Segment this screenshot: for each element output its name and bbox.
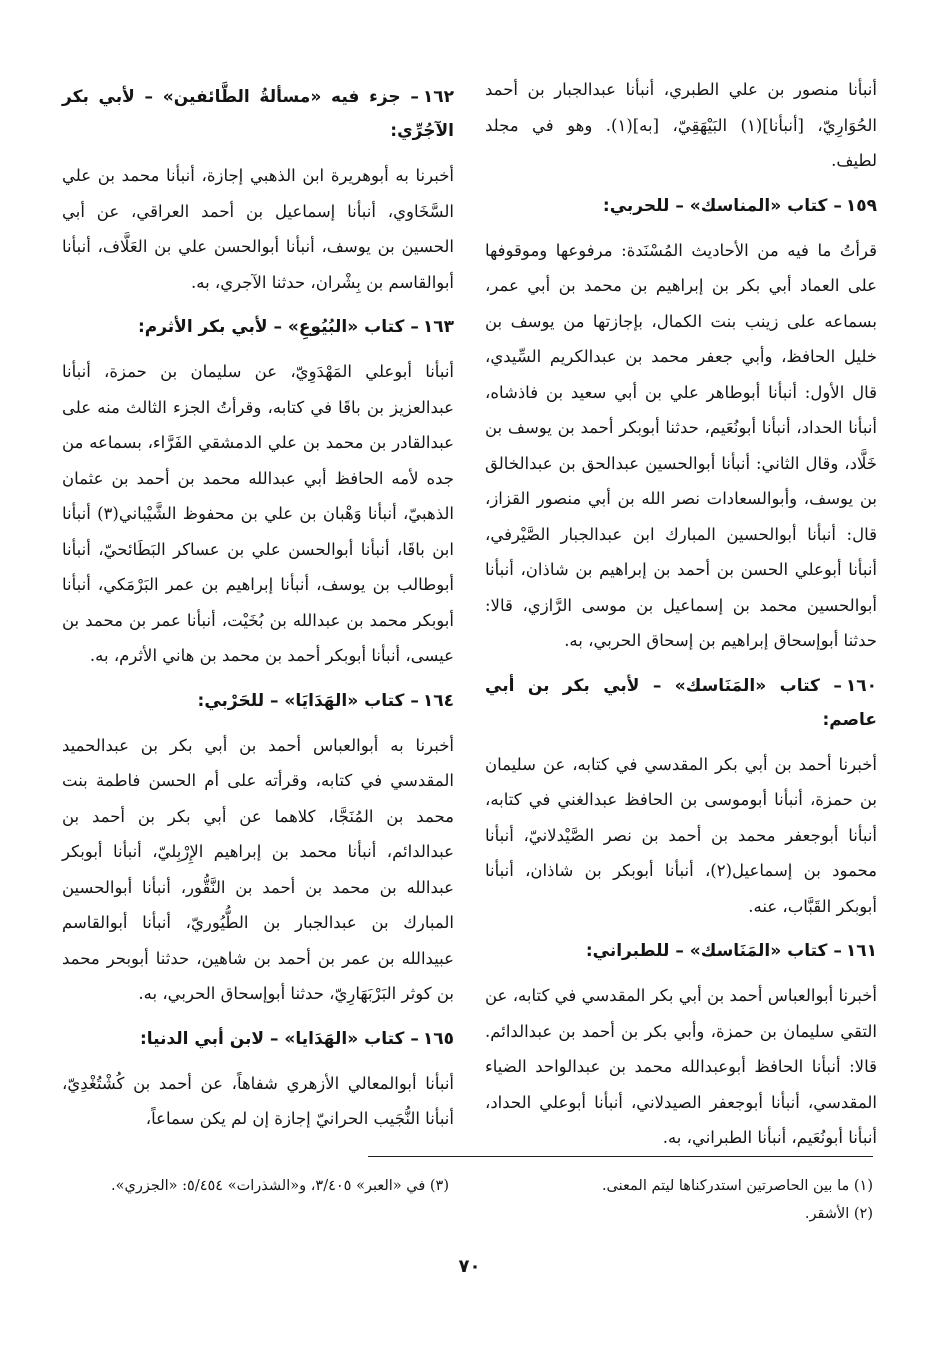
entry-title: كتاب «المناسك» – للحربي: [602, 195, 828, 216]
continuation-paragraph: أنبأنا منصور بن علي الطبري، أنبأنا عبدالجبار بن أحمد الحُوَارِيّ، [أنبأنا](١) البَيْهَقِيّ، [به](١). وهو في مجلد لطيف. [485, 80, 877, 170]
entry-title: كتاب «الهَدَايَا» – للحَرْبي: [197, 690, 405, 711]
dash-separator: – [827, 195, 842, 216]
entry-number: ١٦٤ [422, 690, 454, 711]
left-column [62, 72, 454, 1147]
entry-number: ١٦١ [845, 941, 877, 961]
entry-title: كتاب «المَنَاسك» – للطبراني: [585, 941, 828, 961]
right-column [485, 72, 877, 1166]
entry-heading-161 [485, 934, 877, 968]
dash-separator: – [404, 690, 419, 711]
footnotes-right [493, 1172, 873, 1228]
footnote: (١) ما بين الحاصرتين استدركناها ليتم المعنى. [601, 1178, 873, 1194]
entry-number: ١٦٣ [422, 317, 454, 337]
entry-body-161: أخبرنا أبوالعباس أحمد بن أبي بكر المقدسي في كتابه، عن التقي سليمان بن حمزة، وأبي بكر بن أحمد بن عبدالدائم. قالا: أنبأنا الحافظ أبوعبدالله محمد بن عبدالواحد الضياء المقدسي، أنبأنا أبوجعفر الصيدلاني، أنبأنا أبوعلي الحداد، أنبأنا أبونُعَيم، أنبأنا الطبراني، به. [485, 986, 877, 1147]
dash-separator: – [404, 1028, 419, 1049]
dash-separator: – [827, 941, 842, 961]
entry-body-160: أخبرنا أحمد بن أبي بكر المقدسي في كتابه، عن سليمان بن حمزة، أنبأنا أبوموسى بن الحافظ عبدالغني في كتابه، أنبأنا أبوجعفر محمد بن أحمد بن نصر الصَّيْدلانيّ، أنبأنا محمود بن إسماعيل(٢)، أنبأنا أبوبكر بن شاذان، أنبأنا أبوبكر القَبَّاب، عنه. [485, 754, 878, 916]
entry-body-163: أنبأنا أبوعلي المَهْدَوِيّ، عن سليمان بن حمزة، أنبأنا عبدالعزيز بن باقَا في كتابه، وقرأتُ الجزء الثالث منه على عبدالقادر بن محمد بن علي الدمشقي الفَرَّاء، بسماعه من جده لأمه الحافظ أبي عبدالله محمد بن أحمد بن عثمان الذهبيّ، أنبأنا وَهْبان بن علي بن محفوظ الشَّيْباني(٣) أنبأنا ابن باقَا، أنبأنا أبوالحسن علي بن عساكر البَطَائحيّ، أنبأنا أبوطالب بن يوسف، أنبأنا إبراهيم بن عمر البَرْمَكي، أنبأنا أبوبكر محمد بن عبدالله بن بُخَيْت، أنبأنا عمر بن محمد بن عيسى، أنبأنا أبوبكر أحمد بن محمد بن هاني الأثرم، به. [62, 362, 454, 665]
footnotes-left [69, 1172, 449, 1200]
entry-heading-163 [62, 310, 454, 344]
footnote: (٢) الأشقر. [804, 1206, 873, 1222]
entry-number: ١٥٩ [845, 195, 877, 216]
footnote-divider [368, 1156, 873, 1157]
entry-number: ١٦٥ [422, 1028, 454, 1049]
entry-number: ١٦٢ [422, 87, 454, 107]
entry-title: كتاب «البُيُوعِ» – لأبي بكر الأثرم: [137, 317, 405, 337]
entry-body-162: أخبرنا به أبوهريرة ابن الذهبي إجازة، أنبأنا محمد بن علي السَّخَاوي، أنبأنا إسماعيل بن أحمد العراقي، عن أبي الحسين بن يوسف، أنبأنا أبوالحسن علي بن العَلَّاف، أنبأنا أبوالقاسم بن بِشْران، حدثنا الآجري، به. [62, 166, 454, 292]
entry-title: كتاب «المَنَاسك» – لأبي بكر بن أبي عاصم: [485, 675, 877, 730]
entry-body-159: قرأتُ ما فيه من الأحاديث المُسْنَدة: مرفوعها وموقوفها على العماد أبي بكر بن إبراهيم بن محمد بن أبي عمر، بسماعه على زينب بنت الكمال، بإجازتها من يوسف بن خليل الحافظ، وأبي جعفر محمد بن عبدالكريم السِّيدي، قال الأول: أنبأنا أبوطاهر علي بن أبي سعيد بن فاذشاه، أنبأنا الحداد، أنبأنا أبونُعَيم، حدثنا أبوبكر أحمد بن يوسف بن خَلَّاد، وقال الثاني: أنبأنا أبوالحسين عبدالحق بن عبدالخالق بن يوسف، وأبوالسعادات نصر الله بن أبي منصور القزاز، قال: أنبأنا أبوالحسين المبارك ابن عبدالجبار الصَّيْرفي، أنبأنا أبوعلي الحسن بن أحمد بن إبراهيم بن شاذان، أنبأنا أبوالحسين محمد بن إسماعيل بن موسى الرَّازي، قالا: حدثنا أبوإسحاق إبراهيم بن إسحاق الحربي، به. [485, 240, 877, 650]
entry-title: جزء فيه «مسألةُ الطَّائفين» – لأبي بكر الآجُرِّي: [62, 87, 454, 141]
entry-heading-160 [485, 669, 877, 737]
footnote: (٣) في «العبر» ٣/٤٠٥، و«الشذرات» ٥/٤٥٤: «الجزري». [111, 1178, 449, 1194]
entry-heading-159 [485, 189, 877, 223]
entry-heading-165 [62, 1022, 454, 1056]
entry-body-164: أخبرنا به أبوالعباس أحمد بن أبي بكر بن عبدالحميد المقدسي في كتابه، وقرأته على أم الحسن فاطمة بنت محمد بن المُنَجَّا، كلاهما عن أبي بكر بن أحمد بن عبدالدائم، أنبأنا محمد بن إبراهيم الإِرْبِليّ، أنبأنا أبوبكر عبدالله بن محمد بن أحمد بن النَّقُّور، أنبأنا أبوالحسين المبارك بن عبدالجبار بن الطُّيُوريّ، أنبأنا أبوالقاسم عبيدالله بن عمر بن أحمد بن شاهين، حدثنا أبوبحر محمد بن كوثر البَرْبَهَارِيّ، حدثنا أبوإسحاق الحربي، به. [62, 735, 454, 1003]
dash-separator: – [819, 675, 842, 696]
entry-title: كتاب «الهَدَايا» – لابن أبي الدنيا: [139, 1028, 405, 1049]
entry-heading-164 [62, 684, 454, 718]
entry-body-165: أنبأنا أبوالمعالي الأزهري شفاهاً، عن أحمد بن كُشْتُغْدِيّ، أنبأنا النُّجَيب الحرانيّ إجازة إن لم يكن سماعاً، [62, 1073, 454, 1128]
entry-number: ١٦٠ [845, 675, 877, 696]
dash-separator: – [404, 317, 419, 337]
entry-heading-162 [62, 80, 454, 148]
dash-separator: – [400, 87, 419, 107]
page-number: ٧٠ [458, 1256, 481, 1277]
